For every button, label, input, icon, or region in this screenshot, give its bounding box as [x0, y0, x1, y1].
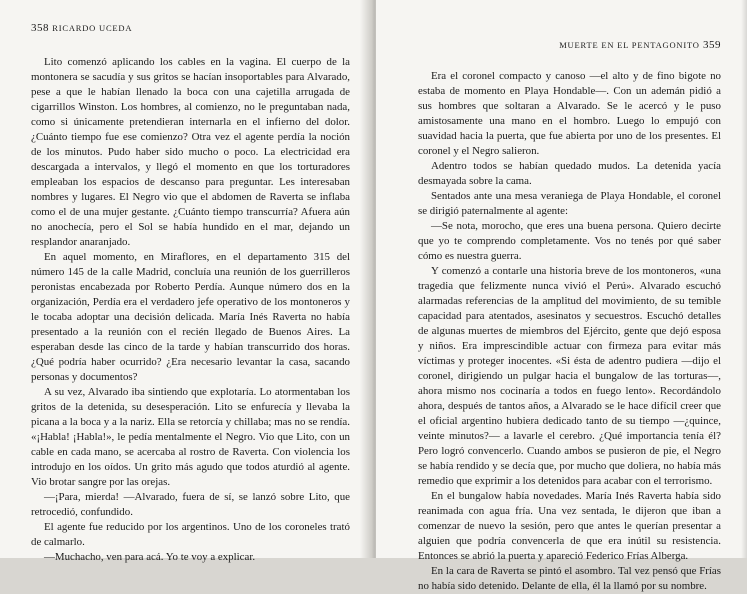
paragraph: En aquel momento, en Miraflores, en el departamento 315 del número 145 de la calle Madrid, concluía una reunión de los guerrilleros peronistas encabezada por Roberto Perdía. Aunque número dos en la organización, Perdía era el verdadero jefe operativo de los montoneros y le tocaba adoptar una decisión delicada. María Inés Raverta no había presentado a la reunión con el recién llegado de Buenos Aires. La esperaban desde las cinco de la tarde y habían transcurrido dos horas. ¿Qué podría haber ocurrido? ¿Era necesario levantar la casa, sacando personas y documentos?: [31, 251, 350, 383]
left-page: [0, 0, 368, 563]
right-page-text: [418, 69, 721, 594]
left-page-text: [31, 55, 350, 565]
paragraph: —Se nota, morocho, que eres una buena persona. Quiero decirte que yo te comprendo completamente. Vos no tenés por qué saber cómo es nuestra guerra.: [418, 220, 721, 262]
left-running-head: [31, 22, 132, 34]
right-page: [376, 0, 747, 592]
paragraph: Lito comenzó aplicando los cables en la vagina. El cuerpo de la montonera se sacudía y sus gritos se hacían insoportables para Alvarado, pese a que le habían llenado la boca con una cajetilla arrugada de cigarrillos Winston. Los hombres, al comienzo, no le preguntaban nada, como si únicamente pretendieran internarla en el infierno del dolor. ¿Cuánto tiempo fue ese comienzo? Otra vez el agente perdía la noción de los minutos. Pudo haber sido mucho o poco. La electricidad era descargada a intervalos, y llegó el momento en que los torturadores empleaban los espacios de descanso para preguntar. Les interesaban nombres y lugares. El Negro vio que el abdomen de Raverta se inflaba como el de una mujer gestante. ¿Cuánto tiempo transcurría? Afuera aún no anochecía, pero el Sol se había hundido en el mar, dejando un resplandor anaranjado.: [31, 56, 350, 248]
paragraph: En el bungalow había novedades. María Inés Raverta había sido reanimada con agua fría. Una vez sentada, le dijeron que iban a comenzar de nuevo la sesión, pero que antes le querían presentar a alguien que podría convencerla de que era inútil su resistencia. Entonces se abrió la puerta y apareció Federico Frías Alberga.: [418, 490, 721, 562]
paragraph: Adentro todos se habían quedado mudos. La detenida yacía desmayada sobre la cama.: [418, 160, 721, 187]
right-header-title: MUERTE EN EL PENTAGONITO: [559, 40, 700, 50]
paragraph: Sentados ante una mesa veraniega de Playa Hondable, el coronel se dirigió paternalmente al agente:: [418, 190, 721, 217]
paragraph: El agente fue reducido por los argentinos. Uno de los coroneles trató de calmarlo.: [31, 521, 350, 548]
left-page-number: 358: [31, 22, 49, 34]
right-running-head: [559, 39, 721, 51]
paragraph: —Muchacho, ven para acá. Yo te voy a explicar.: [44, 551, 256, 563]
paragraph: En la cara de Raverta se pintó el asombro. Tal vez pensó que Frías no había sido detenido. Delante de ella, él la llamó por su nombre.: [418, 565, 721, 592]
paragraph: A su vez, Alvarado iba sintiendo que explotaría. Lo atormentaban los gritos de la detenida, su desesperación. Lito se enfurecía y llevaba la picana a la boca y a la nariz. Ella se retorcía y chillaba; mas no se rendía. «¡Habla! ¡Habla!», le pedía mentalmente el Negro. Vio que Lito, con un cable en cada mano, se acercaba al rostro de Raverta. Con violencia los introdujo en los oídos. Un grito más agudo que todos aturdió al agente. Vio brotar sangre por las orejas.: [31, 386, 350, 488]
paragraph: —¡Para, mierda! —Alvarado, fuera de sí, se lanzó sobre Lito, que retrocedió, confundido.: [31, 491, 350, 518]
paragraph: Era el coronel compacto y canoso —el alto y de fino bigote no estaba de momento en Playa Hondable—. Con un ademán pidió a sus hombres que soltaran a Alvarado. Se le acercó y le puso amistosamente una mano en el hombro. Luego lo empujó con suavidad hacia la puerta, que fue abierta por uno de los presentes. El coronel y el Negro salieron.: [418, 70, 721, 157]
right-page-number: 359: [703, 39, 721, 51]
page-edge-shadow: [741, 0, 747, 558]
paragraph: Y comenzó a contarle una historia breve de los montoneros, «una tragedia que felizmente nunca vivió el Perú». Alvarado escuchó alarmadas referencias de la amplitud del movimiento, de su temible capacidad para atentados, asesinatos y secuestros. Escuchó detalles de algunas muertes de miembros del Ejército, gente que dejó esposa y niños. Era imprescindible actuar con firmeza para evitar más víctimas y proteger inocentes. «Si ésta de adentro pudiera —dijo el coronel, dirigiendo un pulgar hacia el bungalow de las torturas—, ahora mismo nos cocinaría a todos en fuego lento». Recordándolo ahora, después de tantos años, a Alvarado se le hace difícil creer que el oficial argentino hubiera dedicado tanto de su tiempo —¿quince, veinte minutos?— a lavarle el cerebro. ¿Qué importancia tenía él? Pero logró convencerlo. Cuando ambos se pusieron de pie, el Negro se había rendido y se decía que, por mucho que doliera, no había más remedio que exprimir a los detenidos para acabar con el terrorismo.: [418, 265, 721, 487]
left-header-author: RICARDO UCEDA: [52, 23, 133, 33]
